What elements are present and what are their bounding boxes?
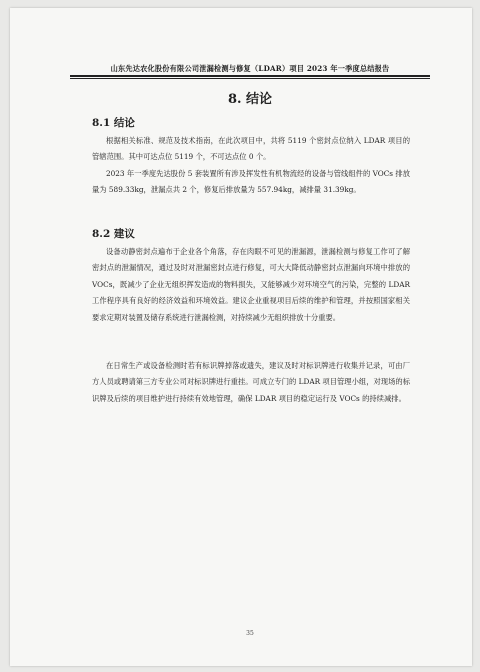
paragraph-conclusion-emissions: 2023 年一季度先达股份 5 套装置所有涉及挥发性有机物流经的设备与管线组件的 VOCs 排放量为 589.33kg，泄漏点共 2 个，修复后排放量为 557.94kg，减排量 31.39kg。	[92, 169, 410, 195]
paragraph-conclusion-scope: 根据相关标准、规范及技术指南，在此次项目中，共将 5119 个密封点位纳入 LDAR 项目的管辖范围。其中可达点位 5119 个，不可达点位 0 个。	[92, 136, 410, 162]
header-rule-thin	[70, 78, 430, 79]
paragraph-suggestion-labels: 在日常生产或设备检测时若有标识牌掉落或遗失，建议及时对标识牌进行收集并记录，可由厂方人员或聘请第三方专业公司对标识牌进行重挂。可成立专门的 LDAR 项目管理小组，对现场的标识牌及后续的项目维护进行持续有效地管理，确保 LDAR 项目的稳定运行及 VOCs 的持续减排。	[92, 361, 410, 403]
section-heading-conclusion: 8.1 结论	[92, 117, 135, 129]
chapter-title: 8. 结论	[227, 92, 273, 107]
page-header: 山东先达农化股份有限公司泄漏检测与修复（LDAR）项目 2023 年一季度总结报告	[110, 64, 390, 73]
paragraph-suggestion-maintenance: 设备动静密封点遍布于企业各个角落，存在肉眼不可见的泄漏源，泄漏检测与修复工作可了解密封点的泄漏情况，通过及时对泄漏密封点进行修复，可大大降低动静密封点泄漏向环境中排放的 VOCs，既减少了企业无组织挥发造成的物料损失，又能够减少对环境空气的污染，完整的 LDAR 工作程序具有良好的经济效益和环境效益。建议企业重视项目后续的维护和管理，并按照国家相关要求定期对装置及储存系统进行泄漏检测，对持续减少无组织排放十分重要。	[92, 247, 410, 322]
document-page	[10, 8, 472, 666]
page-number: 35	[246, 630, 254, 637]
header-rule	[70, 75, 430, 77]
section-heading-suggestions: 8.2 建议	[92, 228, 135, 240]
